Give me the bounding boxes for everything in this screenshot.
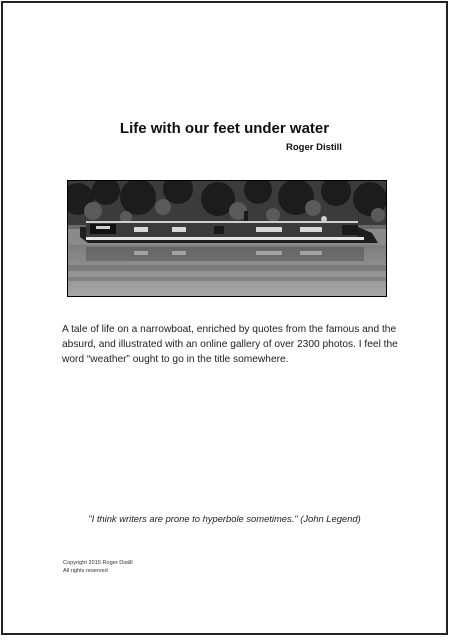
- author-name: Roger Distill: [286, 142, 342, 153]
- book-description: A tale of life on a narrowboat, enriched by quotes from the famous and the absurd, and illustrated with an online gallery of over 2300 photos. I feel the word “weather” ought to go in the title somewhere.: [62, 324, 398, 365]
- narrowboat-photo: [67, 180, 387, 297]
- rights-line: All rights reserved: [63, 567, 108, 574]
- book-title: Life with our feet under water: [119, 120, 330, 137]
- document-page: [1, 1, 448, 635]
- copyright-notice: [63, 560, 133, 575]
- epigraph-quote: "I think writers are prone to hyperbole sometimes." (John Legend): [88, 513, 361, 524]
- narrowboat-image: [68, 181, 386, 296]
- copyright-line: Copyright 2015 Roger Distill: [63, 560, 133, 566]
